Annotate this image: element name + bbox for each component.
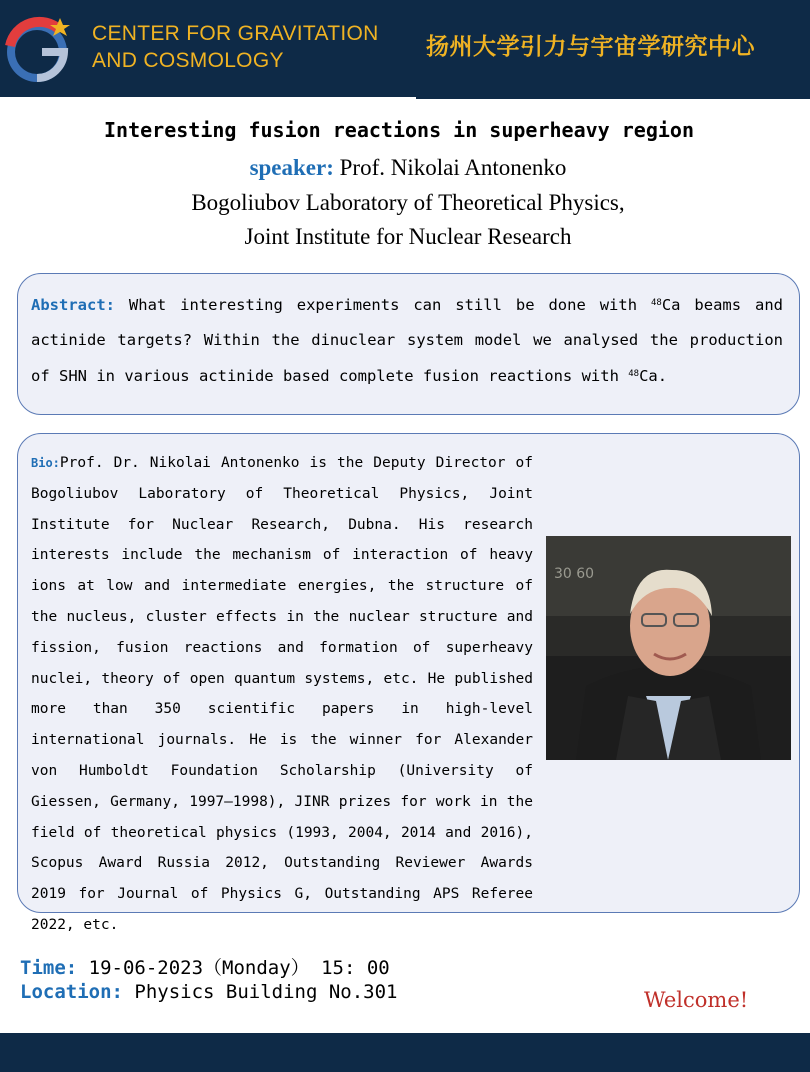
bio-body: Prof. Dr. Nikolai Antonenko is the Deputy Director of Bogoliubov Laboratory of Theoretical Physics, Joint Institute for Nuclear Research, Dubna. His research interests include the mechanism of interaction of heavy ions at low and intermediate energies, the structure of the nucleus, cluster effects in the nuclear structure and fission, fusion reactions and formation of superheavy nuclei, theory of open quantum systems, etc. He published more than 350 scientific papers in high-level international journals. He is the winner for Alexander von Humboldt Foundation Scholarship (University of Giessen, Germany, 1997–1998), JINR prizes for work in the field of theoretical physics (1993, 2004, 2014 and 2016), Scopus Award Russia 2012, Outstanding Reviewer Awards 2019 for Journal of Physics G, Outstanding APS Referee 2022, etc. (31, 455, 533, 933)
affiliation-line2: Joint Institute for Nuclear Research (244, 224, 572, 249)
bio-label: Bio: (31, 456, 60, 470)
affiliation-line1: Bogoliubov Laboratory of Theoretical Physics, (191, 190, 625, 215)
speaker-line (0, 155, 810, 181)
center-name-line2: AND COSMOLOGY (92, 49, 284, 72)
abstract-label: Abstract: (31, 296, 115, 314)
bio-text (31, 448, 533, 941)
location-value: Physics Building No.301 (122, 981, 398, 1003)
abstract-text (31, 286, 783, 394)
svg-text:30 60: 30 60 (554, 566, 595, 582)
abstract-sup1: 48 (650, 298, 662, 308)
footer-bar (0, 1033, 810, 1072)
abstract-sup2: 48 (628, 369, 640, 379)
center-name (92, 20, 379, 74)
gravitation-logo-icon (2, 8, 78, 84)
speaker-photo (546, 536, 791, 760)
time-label: Time: (20, 957, 78, 979)
abstract-text-part1: What interesting experiments can still be done with (115, 296, 651, 314)
center-name-chinese: 扬州大学引力与宇宙学研究中心 (426, 33, 755, 60)
header-notch (416, 97, 810, 99)
center-name-line1: CENTER FOR GRAVITATION (92, 22, 379, 45)
welcome-text: Welcome! (644, 988, 749, 1012)
abstract-text-part2: Ca beams and actinide targets? Within the dinuclear system model we analysed the production of SHN in various actinide based complete fusion reactions with (31, 296, 783, 385)
location-label: Location: (20, 981, 123, 1003)
time-line (20, 953, 390, 980)
abstract-text-part3: Ca. (639, 367, 668, 385)
time-value: 19-06-2023（Monday） 15: 00 (77, 957, 390, 979)
speaker-name: Prof. Nikolai Antonenko (333, 155, 567, 180)
speaker-label: speaker: (249, 155, 334, 180)
location-line (20, 981, 398, 1003)
talk-title: Interesting fusion reactions in superheavy region (103, 118, 694, 142)
